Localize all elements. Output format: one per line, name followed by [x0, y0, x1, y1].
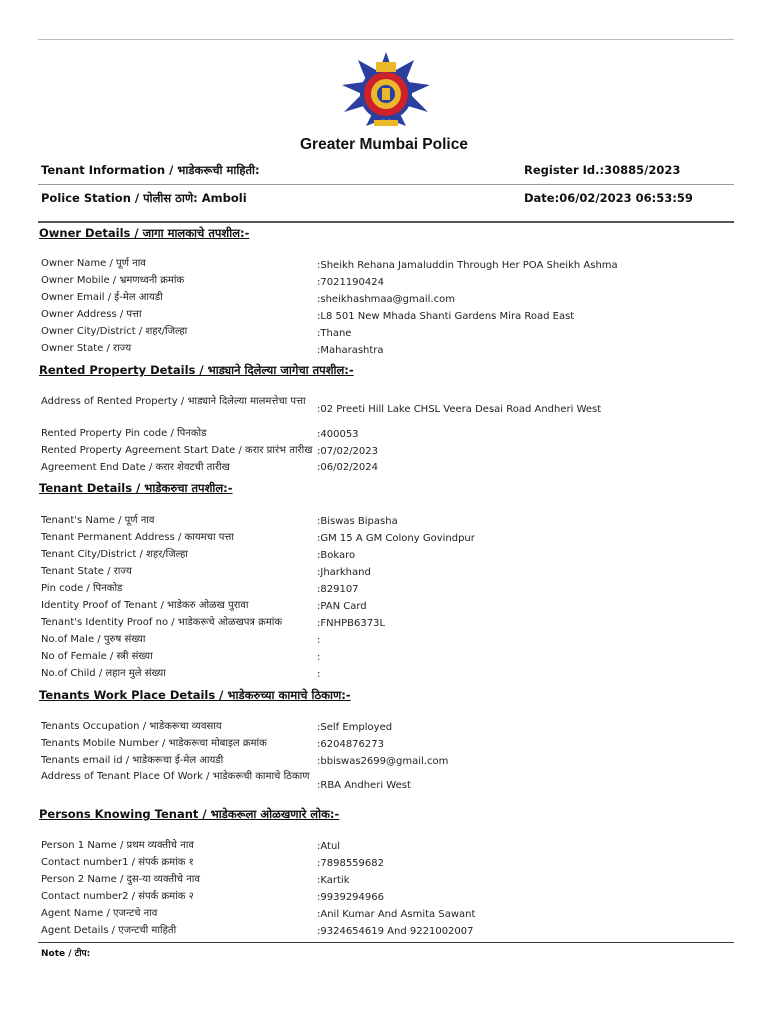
field-value: :02 Preeti Hill Lake CHSL Veera Desai Road Andheri West — [317, 404, 602, 415]
field-label: Agent Name / एजन्टचे नाव — [41, 908, 158, 919]
field-label: Owner State / राज्य — [41, 343, 132, 354]
field-value: :GM 15 A GM Colony Govindpur — [317, 533, 475, 544]
field-label: Owner Address / पत्ता — [41, 309, 142, 320]
header-row-2 — [41, 191, 731, 206]
field-value: :Kartik — [317, 875, 350, 886]
field-label: Pin code / पिनकोड — [41, 583, 123, 594]
field-label: Identity Proof of Tenant / भाडेकरु ओळख पुरावा — [41, 600, 249, 611]
field-value: :07/02/2023 — [317, 446, 379, 457]
field-value: :PAN Card — [317, 601, 367, 612]
field-label: Tenant's Identity Proof no / भाडेकरूचे ओळखपत्र क्रमांक — [41, 617, 283, 628]
top-divider — [38, 39, 734, 40]
field-label: Tenants Mobile Number / भाडेकरूचा मोबाइल क्रमांक — [41, 738, 267, 749]
field-value: :Atul — [317, 841, 341, 852]
field-label: Person 2 Name / दुस-या व्यक्तीचे नाव — [41, 874, 200, 885]
field-value: : — [317, 635, 321, 646]
field-label: Rented Property Pin code / पिनकोड — [41, 428, 207, 439]
field-value: :9324654619 And 9221002007 — [317, 926, 474, 937]
field-label: Tenant's Name / पूर्ण नाव — [41, 515, 155, 526]
note-label: Note / टीप: — [41, 949, 91, 959]
field-value: :FNHPB6373L — [317, 618, 386, 629]
section-title-owner: Owner Details / जागा मालकाचे तपशील:- — [39, 226, 250, 240]
field-label: Owner Name / पूर्ण नाव — [41, 258, 146, 269]
field-value: :400053 — [317, 429, 359, 440]
field-label: Tenant State / राज्य — [41, 566, 132, 577]
header-bottom-divider — [38, 221, 734, 223]
field-label: Tenants Occupation / भाडेकरूचा व्यवसाय — [41, 721, 222, 732]
field-value: :Anil Kumar And Asmita Sawant — [317, 909, 476, 920]
report-date: Date:06/02/2023 06:53:59 — [524, 191, 693, 205]
field-value: :9939294966 — [317, 892, 384, 903]
field-value: :Thane — [317, 328, 352, 339]
field-value: :Self Employed — [317, 722, 393, 733]
police-station: Police Station / पोलीस ठाणे: Amboli — [41, 191, 247, 205]
field-value: :06/02/2024 — [317, 462, 379, 473]
field-value: : — [317, 652, 321, 663]
field-label: Agent Details / एजन्टची माहिती — [41, 925, 177, 936]
section-title-tenant: Tenant Details / भाडेकरुचा तपशील:- — [39, 481, 233, 495]
field-label: Rented Property Agreement Start Date / करार प्रारंभ तारीख — [41, 445, 313, 456]
header-divider — [38, 184, 734, 185]
section-title-rented-property: Rented Property Details / भाड्याने दिलेल्या जागेचा तपशील:- — [39, 363, 354, 377]
field-value: :829107 — [317, 584, 359, 595]
section-title-persons-knowing: Persons Knowing Tenant / भाडेकरूला ओळखणारे लोक:- — [39, 807, 340, 821]
field-value: :Biswas Bipasha — [317, 516, 398, 527]
field-label: Address of Tenant Place Of Work / भाडेकरूची कामाचे ठिकाण — [41, 771, 310, 782]
organization-title: Greater Mumbai Police — [300, 136, 468, 153]
field-value: :L8 501 New Mhada Shanti Gardens Mira Road East — [317, 311, 575, 322]
field-label: No.of Male / पुरुष संख्या — [41, 634, 146, 645]
field-label: Tenant Permanent Address / कायमचा पत्ता — [41, 532, 234, 543]
header-row-1 — [41, 163, 731, 178]
field-value: :6204876273 — [317, 739, 384, 750]
field-label: Owner Email / ई-मेल आयडी — [41, 292, 163, 303]
field-value: :Bokaro — [317, 550, 356, 561]
section-title-work-place: Tenants Work Place Details / भाडेकरुच्या कामाचे ठिकाण:- — [39, 688, 351, 702]
field-label: Tenant City/District / शहर/जिल्हा — [41, 549, 188, 560]
field-label: Agreement End Date / करार शेवटची तारीख — [41, 462, 230, 473]
field-label: No of Female / स्त्री संख्या — [41, 651, 153, 662]
field-label: Person 1 Name / प्रथम व्यक्तीचे नाव — [41, 840, 194, 851]
field-value: :Maharashtra — [317, 345, 384, 356]
field-value: : — [317, 669, 321, 680]
tenant-information-label: Tenant Information / भाडेकरूची माहिती: — [41, 163, 260, 177]
field-value: :RBA Andheri West — [317, 780, 411, 791]
mumbai-police-emblem-icon — [336, 50, 436, 135]
field-label: Contact number2 / संपर्क क्रमांक २ — [41, 891, 194, 902]
register-id: Register Id.:30885/2023 — [524, 163, 681, 177]
field-value: :sheikhashmaa@gmail.com — [317, 294, 455, 305]
field-label: Owner City/District / शहर/जिल्हा — [41, 326, 188, 337]
field-label: Address of Rented Property / भाड्याने दिलेल्या मालमत्तेचा पत्ता — [41, 396, 306, 407]
field-value: :bbiswas2699@gmail.com — [317, 756, 449, 767]
field-label: Owner Mobile / भ्रमणध्वनी क्रमांक — [41, 275, 185, 286]
field-value: :Jharkhand — [317, 567, 371, 578]
field-label: Contact number1 / संपर्क क्रमांक १ — [41, 857, 194, 868]
field-value: :7898559682 — [317, 858, 384, 869]
field-value: :Sheikh Rehana Jamaluddin Through Her POA Sheikh Ashma — [317, 260, 618, 271]
field-value: :7021190424 — [317, 277, 384, 288]
field-label: No.of Child / लहान मुले संख्या — [41, 668, 166, 679]
footer-divider — [38, 942, 734, 943]
field-label: Tenants email id / भाडेकरूचा ई-मेल आयडी — [41, 755, 224, 766]
